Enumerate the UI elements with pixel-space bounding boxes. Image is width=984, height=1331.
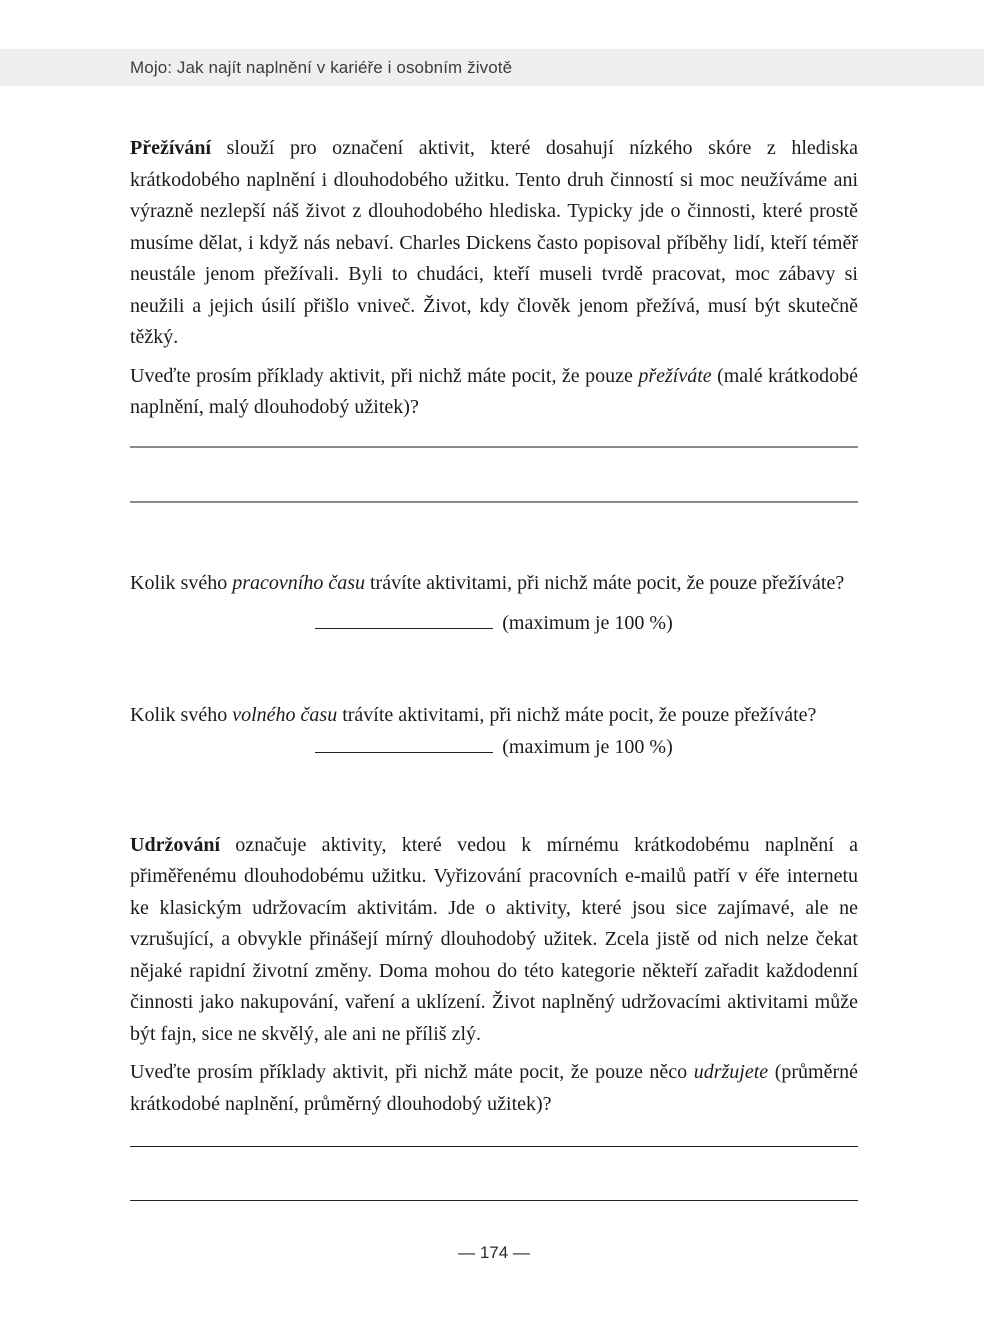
term-maintenance: Udržování [130, 833, 220, 856]
question-free-time-italic: volného času [232, 703, 338, 726]
question-work-time [130, 568, 858, 600]
answer-line-maintenance-2 [130, 1200, 858, 1201]
prompt-survival [130, 361, 858, 424]
paragraph-maintenance [130, 830, 858, 1051]
running-header-title: Mojo: Jak najít naplnění v kariéře i osobním životě [130, 57, 513, 77]
answer-row-free-time [130, 732, 858, 764]
prompt-maintenance [130, 1057, 858, 1120]
prompt-maintenance-before: Uveďte prosím příklady aktivit, při nichž máte pocit, že pouze něco [130, 1061, 694, 1083]
prompt-survival-after: (malé krátkodobé naplnění, malý dlouhodobý užitek)? [130, 364, 859, 418]
answer-row-work-time [130, 608, 858, 640]
prompt-maintenance-after: (průměrné krátkodobé naplnění, průměrný dlouhodobý užitek)? [130, 1061, 858, 1115]
paragraph-survival-text: slouží pro označení aktivit, které dosahují nízkého skóre z hlediska krátkodobého naplnění i dlouhodobého užitku. Tento druh činností si moc neužíváme ani výrazně nezlepší náš život z dlouhodobého hlediska. Typicky jde o činnosti, které prostě musíme dělat, i když nás nebaví. Charles Dickens často popisoval příběhy lidí, kteří téměř neustále jenom přežívali. Byli to chudáci, kteří museli tvrdě pracovat, moc zábavy si neužili a jejich úsilí přišlo vniveč. Život, kdy člověk jenom přežívá, musí být skutečně těžký. [130, 137, 858, 348]
question-free-time-after: trávíte aktivitami, při nichž máte pocit, že pouze přežíváte? [337, 703, 817, 726]
max-label-work-time: (maximum je 100 %) [502, 612, 673, 634]
paragraph-maintenance-text: označuje aktivity, které vedou k mírnému krátkodobému naplnění a přiměřenému dlouhodobému užitku. Vyřizování pracovních e-mailů patří v éře internetu ke klasickým udržovacím aktivitám. Jde o aktivity, které jsou sice zajímavé, ale ne vzrušující, a obvykle přinášejí mírný dlouhodobý užitek. Zcela jistě od nich nelze čekat nějaké rapidní životní změny. Doma mohou do této kategorie někteří zařadit každodenní činnosti jako nakupování, vaření a uklízení. Život naplněný udržovacími aktivitami může být fajn, sice ne skvělý, ale ani ne příliš zlý. [130, 833, 858, 1045]
paragraph-survival [130, 133, 858, 354]
question-work-time-italic: pracovního času [232, 571, 365, 594]
question-work-time-before: Kolik svého [130, 571, 233, 594]
question-work-time-after: trávíte aktivitami, při nichž máte pocit, že pouze přežíváte? [364, 571, 845, 594]
question-free-time [130, 700, 858, 732]
page-number: — 174 — [458, 1243, 530, 1262]
answer-blank-free-time [315, 752, 493, 753]
page-content [130, 133, 858, 1263]
prompt-maintenance-italic: udržujete [693, 1061, 769, 1083]
answer-line-survival-2 [130, 501, 858, 503]
term-survival: Přežívání [130, 137, 212, 159]
max-label-free-time: (maximum je 100 %) [502, 736, 673, 758]
prompt-survival-before: Uveďte prosím příklady aktivit, při nichž máte pocit, že pouze [130, 364, 639, 387]
answer-line-maintenance-1 [130, 1146, 858, 1147]
question-free-time-before: Kolik svého [130, 703, 233, 726]
prompt-survival-italic: přežíváte [638, 364, 712, 387]
answer-blank-work-time [315, 628, 493, 629]
running-header-bar [0, 49, 984, 86]
answer-line-survival-1 [130, 446, 858, 448]
